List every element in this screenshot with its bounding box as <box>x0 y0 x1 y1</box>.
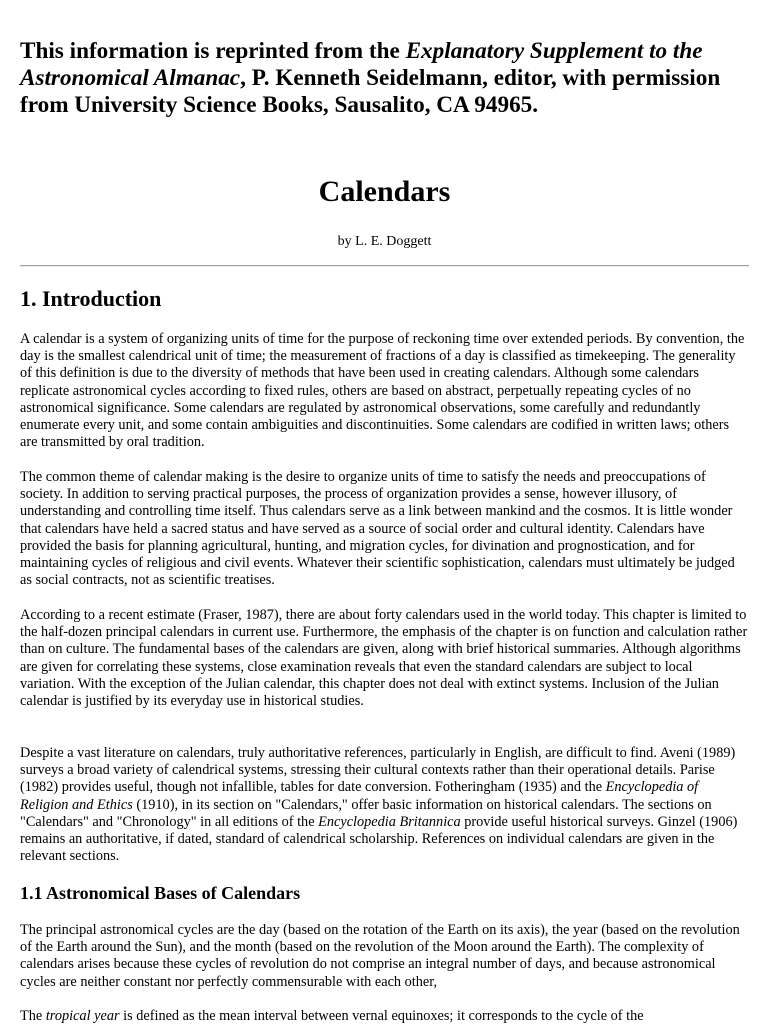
paragraph-4 <box>20 745 749 865</box>
paragraph-5: The principal astronomical cycles are the day (based on the rotation of the Earth on its axis), the year (based on the revolution of the Earth around the Sun), and the month (based on the revolution of the Moon around the Earth). The complexity of calendars arises because these cycles of revolution do not comprise an integral number of days, and because astronomical cycles are neither constant nor perfectly commensurable with each other, <box>20 922 740 990</box>
subsection-heading-astronomical-bases: 1.1 Astronomical Bases of Calendars <box>20 883 301 903</box>
paragraph-2: The common theme of calendar making is the desire to organize units of time to satisfy the needs and preoccupations of society. In addition to serving practical purposes, the process of organization provides a sense, however illusory, of understanding and controlling time itself. Thus calendars serve as a link between mankind and the cosmos. It is little wonder that calendars have held a sacred status and have served as a source of social order and cultural identity. Calendars have provided the basis for planning agricultural, hunting, and migration cycles, for divination and prognostication, and for maintaining cycles of religious and civil events. Whatever their scientific sophistication, calendars must ultimately be judged as social contracts, not as scientific treatises. <box>20 469 735 589</box>
author-byline: by L. E. Doggett <box>337 234 432 249</box>
paragraph-6-prefix: The <box>20 1008 46 1024</box>
book-title: Explanatory Supplement to the Astronomical Almanac <box>20 38 703 91</box>
paragraph-6 <box>20 1008 749 1025</box>
paragraph-4-part2: (1910), in its section on "Calendars," offer basic information on historical calendars. The sections on "Calendars" and "Chronology" in all editions of the <box>20 796 712 830</box>
reprint-notice <box>20 38 749 119</box>
reprint-suffix: , P. Kenneth Seidelmann, editor, with permission from University Science Books, Sausalito, CA 94965. <box>20 65 721 118</box>
citation-encyclopedia-religion-ethics: Encyclopedia of Religion and Ethics <box>20 779 699 813</box>
paragraph-3: According to a recent estimate (Fraser, 1987), there are about forty calendars used in the world today. This chapter is limited to the half-dozen principal calendars in current use. Furthermore, the emphasis of the chapter is on function and calculation rather than on culture. The fundamental bases of the calendars are given, along with brief historical summaries. Although algorithms are given for correlating these systems, close examination reveals that even the standard calendars are subject to local variation. With the exception of the Julian calendar, this chapter does not deal with extinct systems. Inclusion of the Julian calendar is justified by its everyday use in historical studies. <box>20 607 748 710</box>
paragraph-4-part3: provide useful historical surveys. Ginzel (1906) remains an authoritative, if dated, standard of calendrical scholarship. References on individual calendars are given in the relevant sections. <box>20 813 738 865</box>
horizontal-divider <box>20 265 749 267</box>
citation-encyclopedia-britannica: Encyclopedia Britannica <box>318 813 461 830</box>
paragraph-1: A calendar is a system of organizing units of time for the purpose of reckoning time over extended periods. By convention, the day is the smallest calendrical unit of time; the measurement of fractions of a day is classified as timekeeping. The generality of this definition is due to the diversity of methods that have been used in creating calendars. Although some calendars replicate astronomical cycles according to fixed rules, others are based on abstract, perpetually repeating cycles of no astronomical significance. Some calendars are regulated by astronomical observations, some carefully and redundantly enumerate every unit, and some contain ambiguities and discontinuities. Some calendars are codified in written laws; others are transmitted by oral tradition. <box>20 331 745 451</box>
paragraph-4-part1: Despite a vast literature on calendars, truly authoritative references, particularly in English, are difficult to find. Aveni (1989) surveys a broad variety of calendrical systems, stressing their cultural contexts rather than their operational details. Parise (1982) provides useful, though not infallible, tables for date conversion. Fotheringham (1935) and the <box>20 745 736 796</box>
paragraph-6-suffix: is defined as the mean interval between vernal equinoxes; it corresponds to the cycle of the <box>119 1008 644 1024</box>
page-title: Calendars <box>318 175 451 208</box>
term-tropical-year: tropical year <box>45 1008 120 1024</box>
reprint-prefix: This information is reprinted from the <box>20 38 406 64</box>
section-heading-introduction: 1. Introduction <box>20 286 162 311</box>
